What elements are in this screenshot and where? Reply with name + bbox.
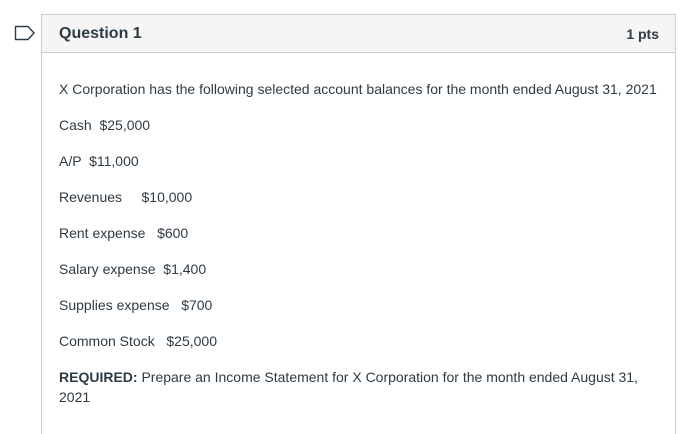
question-title: Question 1 (59, 24, 142, 42)
account-line (59, 223, 658, 243)
flag-question-icon[interactable] (14, 25, 36, 41)
account-name: Rent expense (59, 225, 146, 241)
account-line (59, 259, 658, 279)
account-name: Salary expense (59, 261, 156, 277)
account-line (59, 151, 658, 171)
account-value: $25,000 (166, 333, 217, 349)
account-line (59, 115, 658, 135)
required-instruction (59, 367, 658, 407)
account-name: A/P (59, 153, 82, 169)
account-name: Revenues (59, 189, 123, 205)
question-body (42, 53, 675, 407)
question-points: 1 pts (626, 25, 659, 42)
account-value: $11,000 (89, 153, 139, 169)
question-header (42, 15, 675, 53)
account-name: Supplies expense (59, 297, 170, 313)
account-line (59, 295, 658, 315)
account-value: $10,000 (141, 189, 193, 205)
account-name: Common Stock (59, 333, 155, 349)
question-card (41, 14, 676, 434)
required-label: REQUIRED: (59, 369, 138, 385)
account-line (59, 187, 658, 207)
question-prompt: X Corporation has the following selected account balances for the month ended August 31, 2021 (59, 81, 657, 97)
account-value: $600 (157, 225, 189, 241)
account-name: Cash (59, 117, 92, 133)
account-value: $25,000 (99, 117, 151, 133)
account-value: $1,400 (163, 261, 207, 277)
account-line (59, 331, 658, 351)
required-text: Prepare an Income Statement for X Corporation for the month ended August 31, 2021 (59, 369, 638, 405)
account-value: $700 (181, 297, 213, 313)
